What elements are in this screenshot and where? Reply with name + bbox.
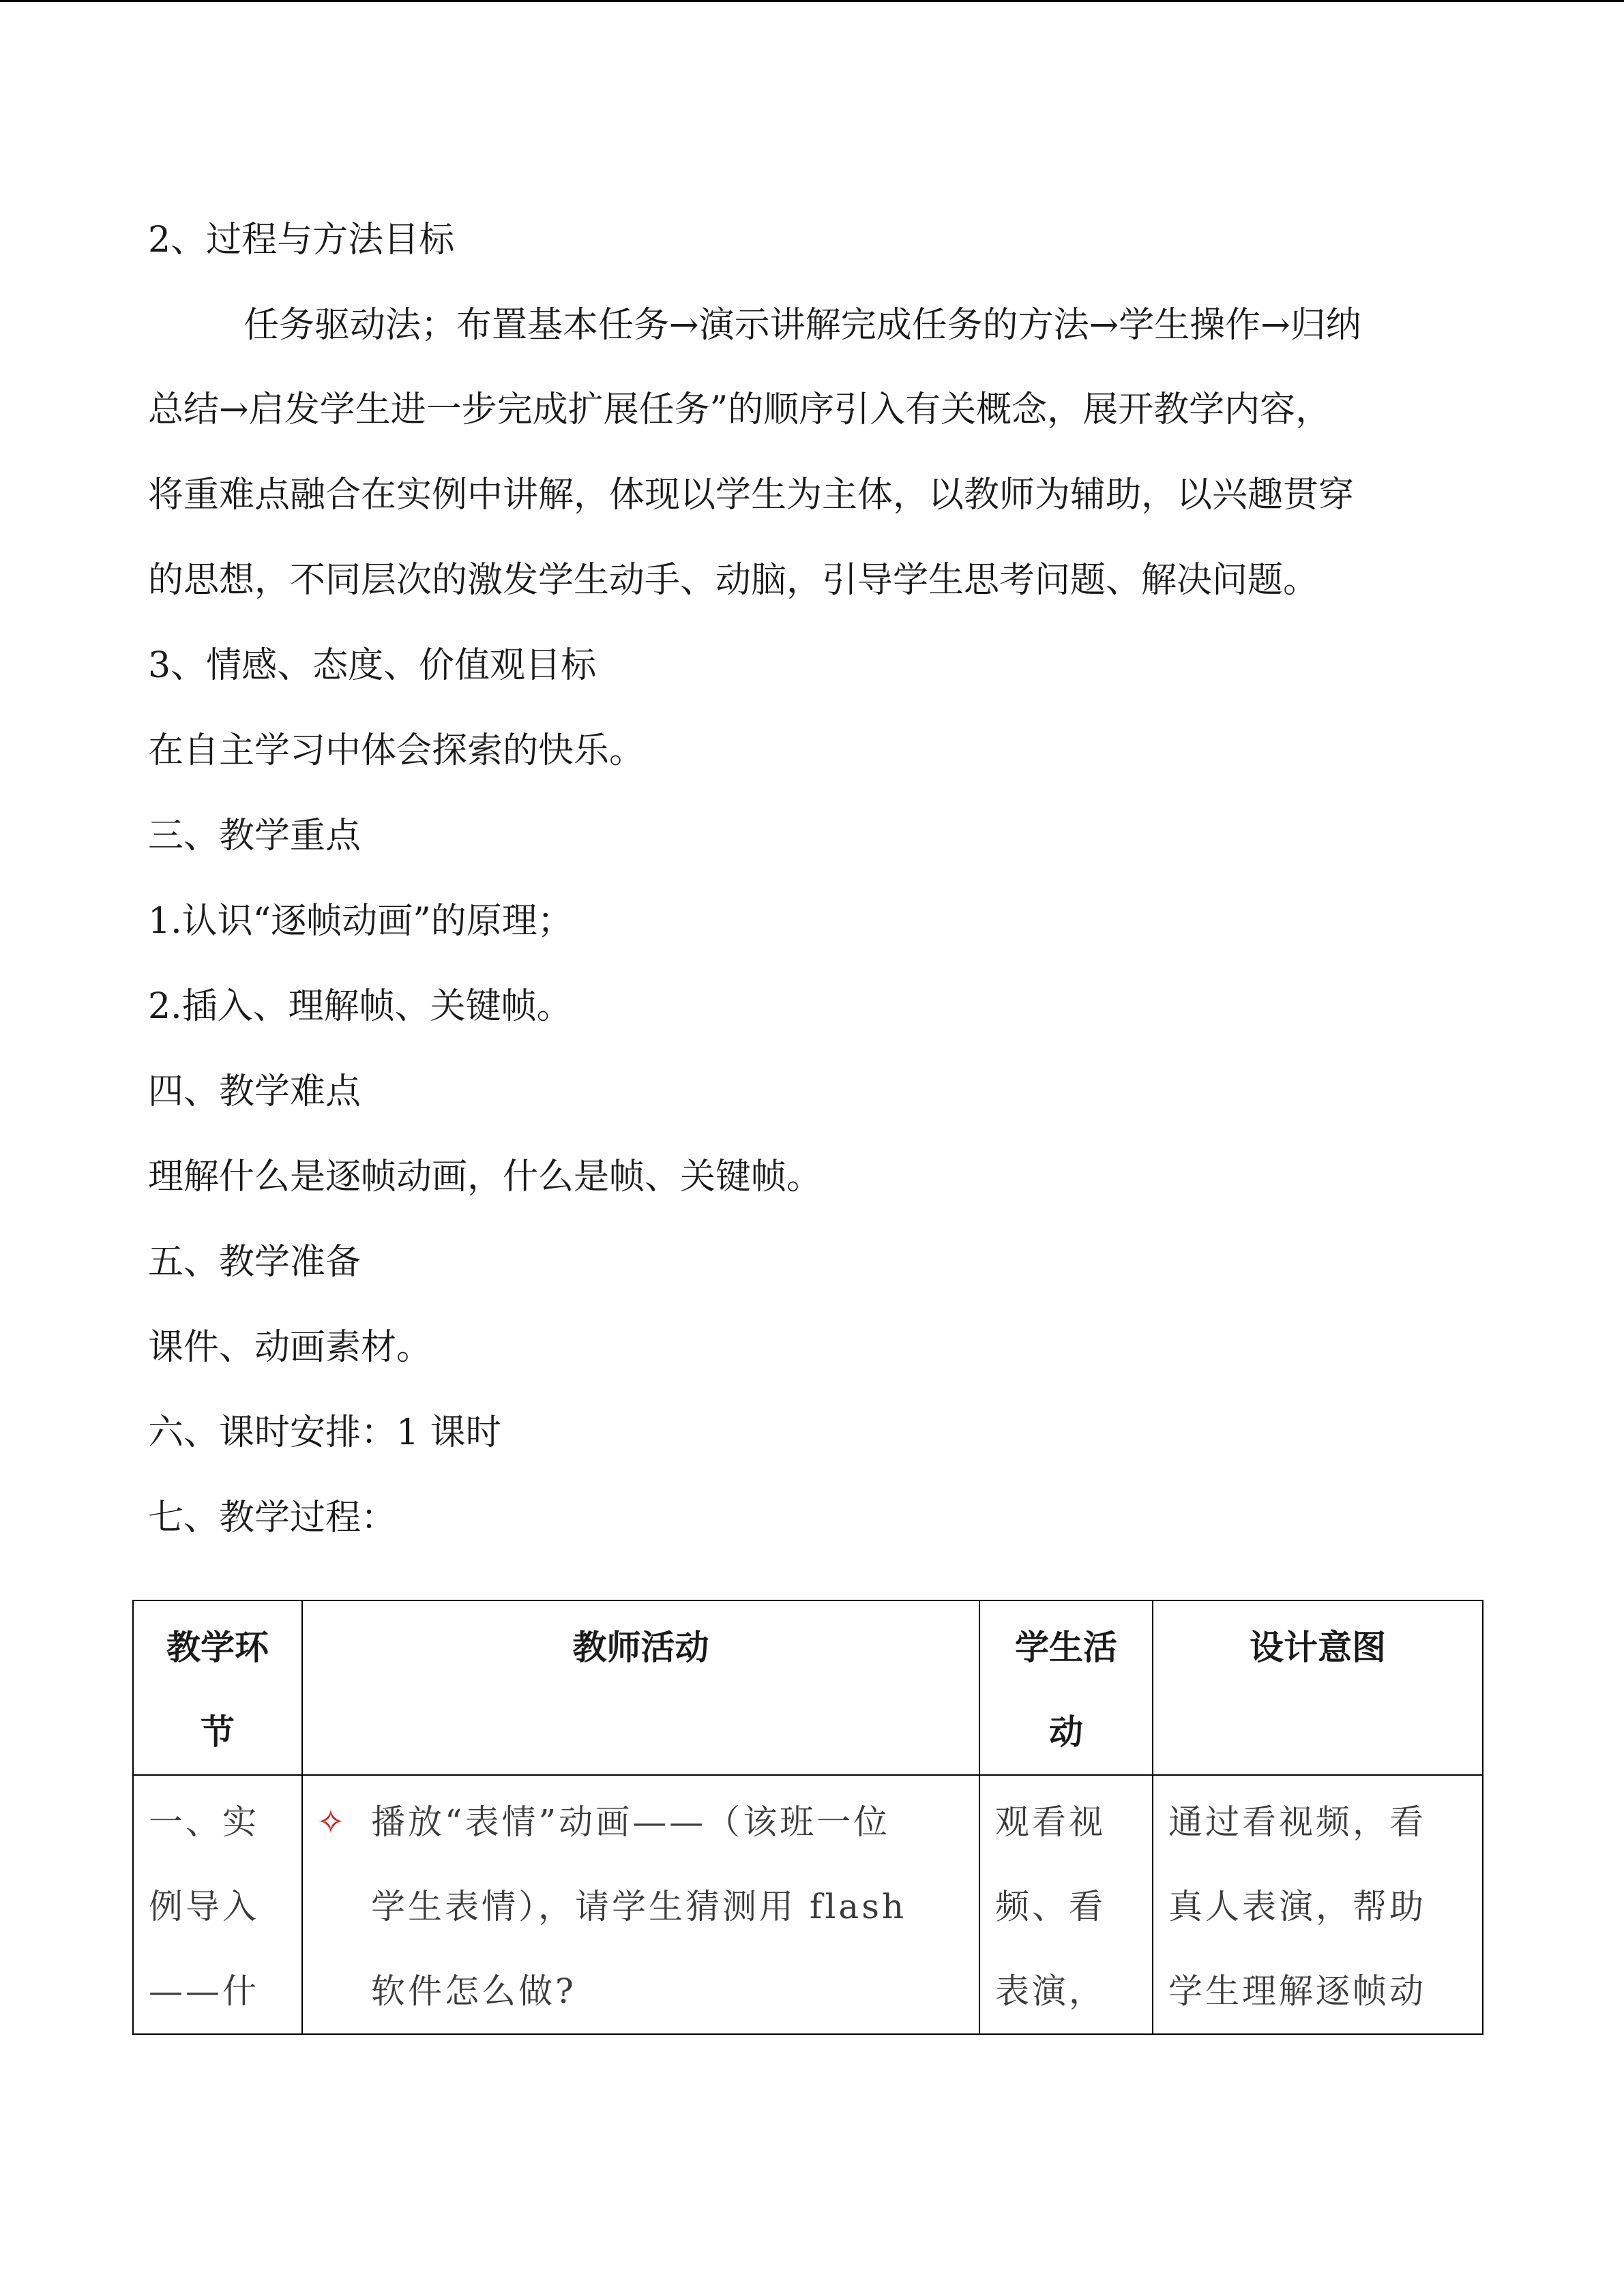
- teaching-process-table: [132, 1600, 1483, 2035]
- heading-difficulties: 四、教学难点: [148, 1071, 361, 1112]
- paragraph-line-1: 任务驱动法；布置基本任务→演示讲解完成任务的方法→学生操作→归纳: [243, 305, 1361, 346]
- table-row: [133, 1775, 1483, 2034]
- header-design-intent: 设计意图: [1153, 1600, 1483, 1775]
- preparation-text: 课件、动画素材。: [148, 1327, 432, 1368]
- emotion-text: 在自主学习中体会探索的快乐。: [148, 730, 645, 771]
- heading-schedule: 六、课时安排：1 课时: [148, 1412, 501, 1453]
- paragraph-line-3: 将重难点融合在实例中讲解，体现以学生为主体，以教师为辅助，以兴趣贯穿: [148, 475, 1355, 516]
- header-stage: 教学环 节: [133, 1600, 302, 1775]
- cell-teacher-activity: ✧ 播放“表情”动画——（该班一位 学生表情），请学生猜测用 flash 软件怎么做?: [302, 1775, 979, 2034]
- cell-student-activity: 观看视 频、看 表演，: [979, 1775, 1153, 2034]
- heading-key-points: 三、教学重点: [148, 816, 361, 856]
- page-top-border: [0, 0, 1624, 2]
- heading-preparation: 五、教学准备: [148, 1242, 361, 1283]
- header-teacher-activity: 教师活动: [302, 1600, 979, 1775]
- paragraph-line-4: 的思想，不同层次的激发学生动手、动脑，引导学生思考问题、解决问题。: [148, 560, 1319, 601]
- paragraph-line-2: 总结→启发学生进一步完成扩展任务”的顺序引入有关概念，展开教学内容，: [148, 389, 1331, 430]
- difficulty-text: 理解什么是逐帧动画，什么是帧、关键帧。: [148, 1157, 823, 1197]
- heading-teaching-process: 七、教学过程：: [148, 1497, 397, 1538]
- key-point-2: 2.插入、理解帧、关键帧。: [148, 986, 572, 1027]
- key-point-1: 1.认识“逐帧动画”的原理；: [148, 901, 573, 942]
- cell-stage: 一、实 例导入 ——什: [133, 1775, 302, 2034]
- heading-emotion-attitude: 3、情感、态度、价值观目标: [148, 645, 597, 686]
- cell-design-intent: 通过看视频，看 真人表演，帮助 学生理解逐帧动: [1153, 1775, 1483, 2034]
- table-header-row: [133, 1600, 1483, 1775]
- heading-process-method: 2、过程与方法目标: [148, 220, 455, 260]
- diamond-bullet-icon: ✧: [316, 1802, 345, 1842]
- header-student-activity: 学生活 动: [979, 1600, 1153, 1775]
